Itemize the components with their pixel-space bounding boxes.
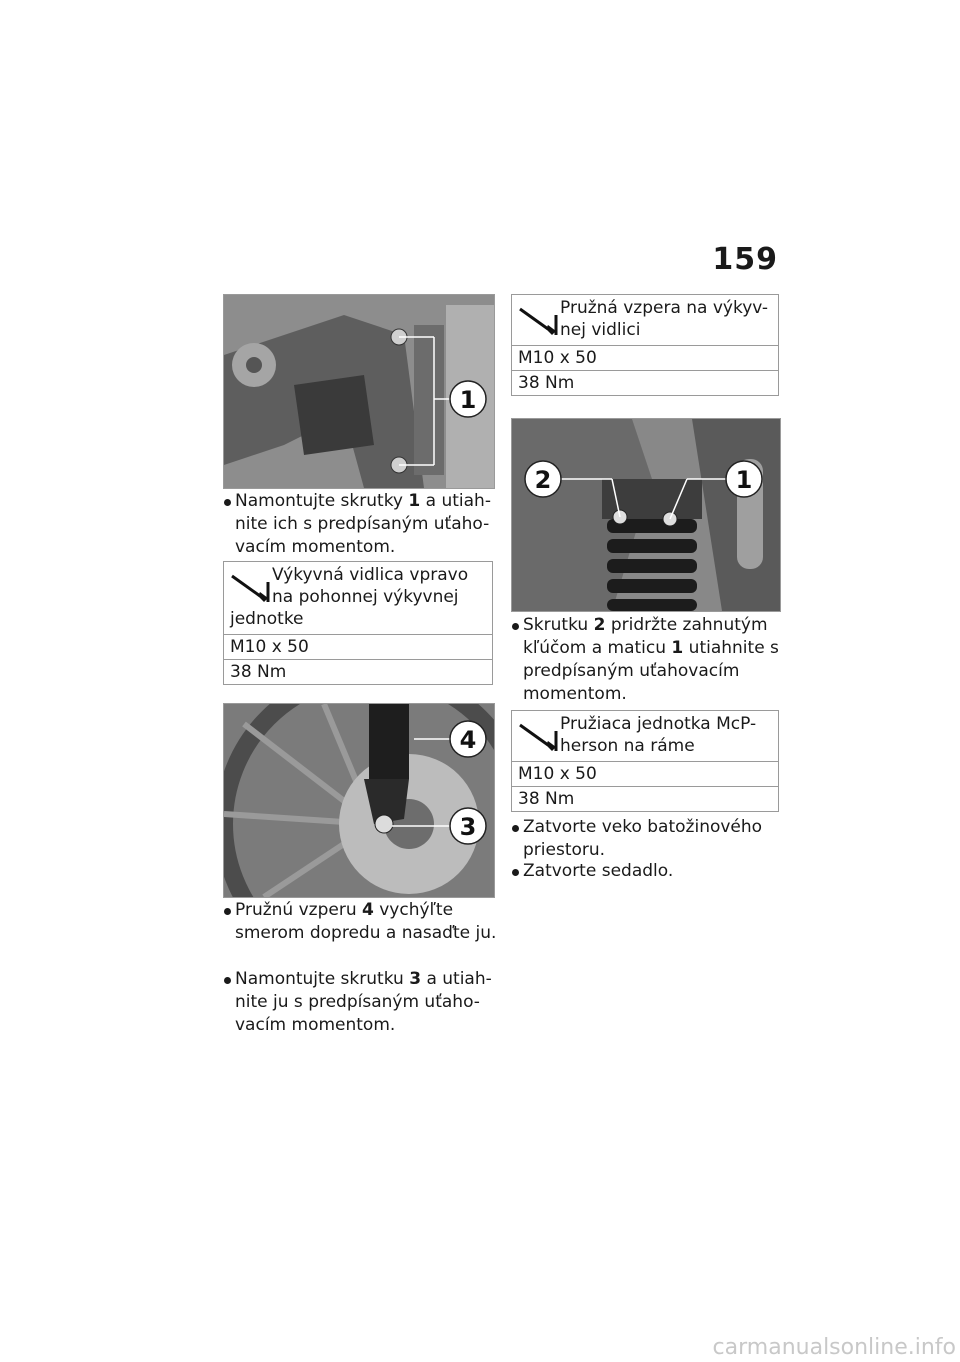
- spec-thread: M10 x 50: [512, 762, 778, 787]
- torque-wrench-icon: [518, 717, 558, 753]
- spec-torque: 38 Nm: [518, 789, 575, 809]
- watermark: carmanualsonline.info: [712, 1335, 956, 1360]
- spec-title-line1: Pružná vzpera na výkyv-: [560, 298, 769, 318]
- figure-shock-upper-mount: [511, 418, 781, 612]
- callout-1: 1: [735, 466, 753, 494]
- torque-wrench-icon: [230, 568, 270, 604]
- figure-shock-lower-mount: [223, 703, 495, 898]
- spec-thread: M10 x 50: [512, 346, 778, 371]
- spec-title-line2: herson na ráme: [560, 736, 695, 756]
- callout-2: 2: [534, 466, 552, 494]
- spec-torque: 38 Nm: [230, 662, 287, 682]
- step-tilt-strut: Pružnú vzperu 4 vychýľte smerom dopredu a nasaďte ju.: [223, 899, 505, 945]
- callout-3: 3: [459, 813, 477, 841]
- step-mount-bolts-1: Namontujte skrutky 1 a utiah-nite ich s predpísaným uťaho-vacím momentom.: [223, 490, 505, 559]
- step-close-seat: Zatvorte sedadlo.: [511, 860, 791, 883]
- spec-title-line1: Výkyvná vidlica vpravo: [272, 565, 469, 585]
- torque-wrench-icon: [518, 301, 558, 337]
- torque-spec-mcpherson: [511, 710, 779, 812]
- figure-swingarm-bolts: [223, 294, 495, 489]
- page-number: 159: [712, 242, 778, 277]
- callout-4: 4: [459, 726, 477, 754]
- spec-torque: 38 Nm: [518, 373, 575, 393]
- spec-title-line3: jednotke: [230, 609, 304, 629]
- spec-title-line2: nej vidlici: [560, 320, 641, 340]
- step-mount-bolt-3: Namontujte skrutku 3 a utiah-nite ju s predpísaným uťaho-vacím momentom.: [223, 968, 505, 1037]
- callout-1: 1: [459, 386, 477, 414]
- spec-title-line1: Pružiaca jednotka McP-: [560, 714, 757, 734]
- torque-spec-swingarm: [223, 561, 493, 685]
- step-close-luggage: Zatvorte veko batožinového priestoru.: [511, 816, 791, 862]
- torque-spec-strut: [511, 294, 779, 396]
- spec-title-line2: na pohonnej výkyvnej: [272, 587, 459, 607]
- spec-thread: M10 x 50: [224, 635, 492, 660]
- step-hold-bolt-2: Skrutku 2 pridržte zahnutým kľúčom a maticu 1 utiahnite s predpísaným uťahovacím momentom.: [511, 614, 791, 706]
